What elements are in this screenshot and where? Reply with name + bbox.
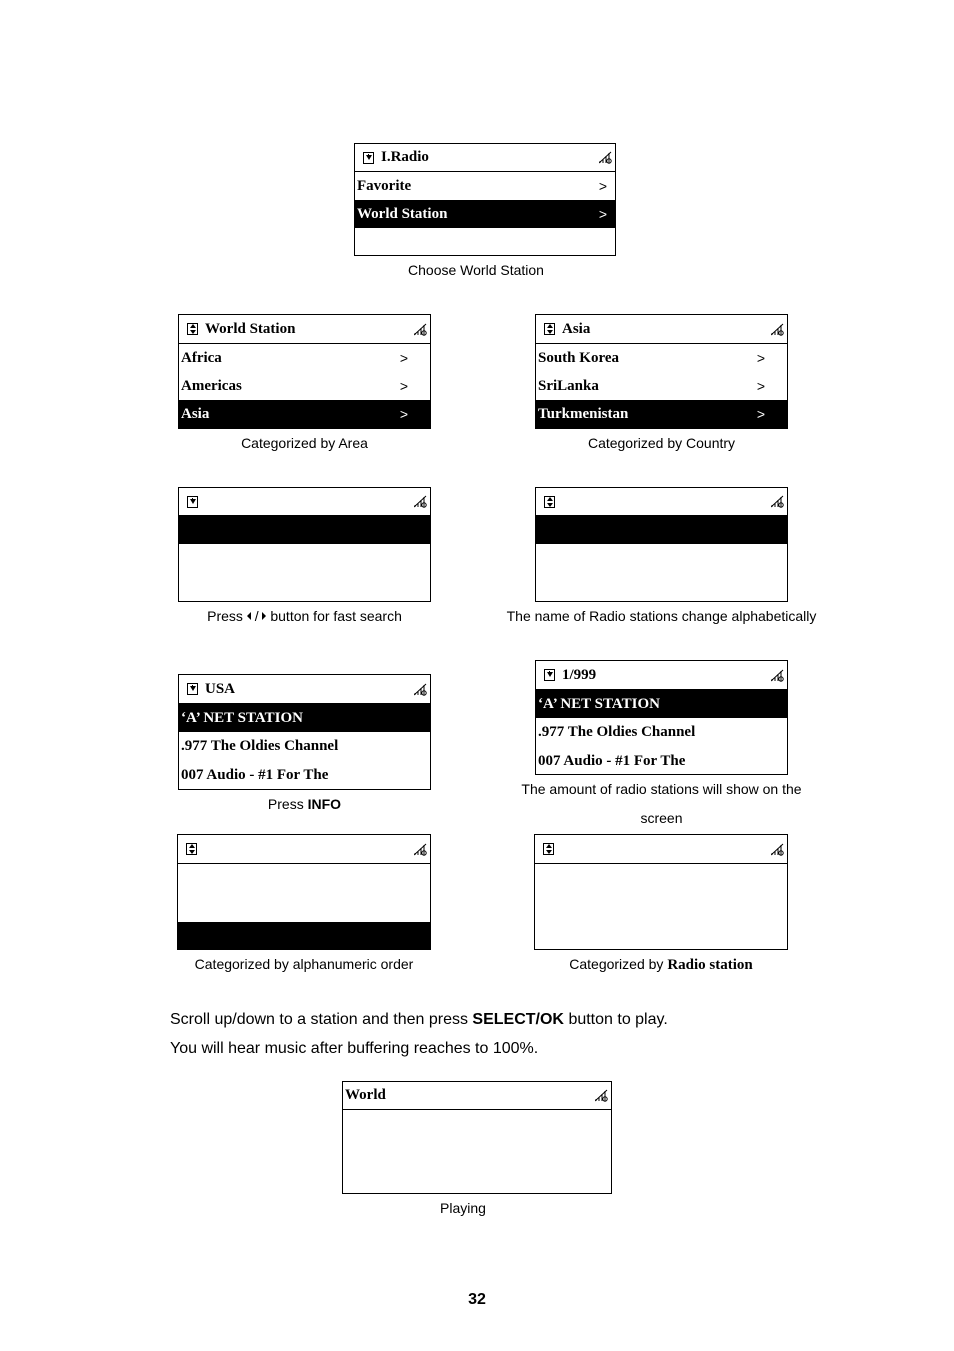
station-item[interactable]: .977 The Oldies Channel [181,738,339,754]
caption-fast-search: Press / button for fast search [207,608,402,624]
instruction-line-1: Scroll up/down to a station and then press SELECT/OK button to play. [170,1011,668,1028]
menu-item-asia[interactable]: Asia > [179,400,430,428]
caption-alphanumeric-order: Categorized by alphanumeric order [194,956,414,972]
station-item[interactable]: 007 Audio - #1 For The [538,752,686,769]
world-station-header [179,315,430,344]
signal-strength-icon [595,1089,608,1102]
signal-strength-icon [771,323,784,336]
signal-strength-icon [414,843,427,856]
page-number: 32 [468,1291,486,1308]
screen-title: Asia [562,320,591,337]
caption-press-info: Press INFO [267,796,342,812]
chevron-right-icon: > [598,178,607,194]
usa-screen [178,674,431,790]
up-down-arrow-box-icon [187,323,198,335]
radio-station-screen [534,834,788,950]
caption-choose-world-station: Choose World Station [408,262,544,278]
down-arrow-box-icon [544,669,555,681]
alphanumeric-screen [177,834,431,950]
iradio-header [355,144,615,172]
chevron-right-icon: > [399,378,408,394]
instruction-line-2: You will hear music after buffering reaches to 100%. [170,1040,539,1057]
radio-station-header [535,835,787,864]
station-counter: 1/999 [562,666,597,683]
highlighted-row[interactable] [178,922,430,949]
menu-item-turkmenistan[interactable]: Turkmenistan > [536,400,787,428]
alphanumeric-header [178,835,430,864]
caption-station-amount: The amount of radio stations will show on the [521,781,802,797]
world-station-screen [178,314,431,429]
chevron-right-icon: > [756,406,765,422]
station-item[interactable]: ‘A’ NET STATION [536,690,787,718]
menu-item-favorite[interactable]: Favorite > [357,177,607,194]
signal-strength-icon [771,495,784,508]
station-item[interactable]: 007 Audio - #1 For The [181,766,329,783]
down-arrow-box-icon [187,683,198,695]
alphabetical-header [536,488,787,516]
alphabetical-screen [535,487,788,602]
screen-title: World [345,1087,386,1103]
chevron-right-icon: > [399,350,408,366]
usa-header [179,675,430,704]
station-count-header [536,661,787,690]
menu-item-world-station[interactable]: World Station > [355,200,615,228]
menu-item-africa[interactable]: Africa > [181,349,408,366]
down-arrow-box-icon [363,152,374,164]
fast-search-header [179,488,430,516]
right-arrow-icon [262,612,266,620]
up-down-arrow-box-icon [544,496,555,508]
signal-strength-icon [771,669,784,682]
signal-strength-icon [414,495,427,508]
up-down-arrow-box-icon [543,843,554,855]
chevron-right-icon: > [756,378,765,394]
up-down-arrow-box-icon [186,843,197,855]
chevron-right-icon: > [756,350,765,366]
highlighted-row[interactable] [536,516,787,544]
station-count-screen [535,660,788,775]
left-arrow-icon [247,612,251,620]
playing-screen [342,1081,612,1194]
caption-playing: Playing [440,1200,486,1216]
signal-strength-icon [599,151,612,164]
menu-item-south-korea[interactable]: South Korea > [538,349,765,366]
chevron-right-icon: > [598,206,607,222]
screen-title: USA [205,680,236,697]
caption-categorized-by-radio-station: Categorized by Radio station [569,956,753,973]
down-arrow-box-icon [187,496,198,508]
asia-screen [535,314,788,429]
signal-strength-icon [414,683,427,696]
up-down-arrow-box-icon [544,323,555,335]
signal-strength-icon [414,323,427,336]
caption-alphabetical: The name of Radio stations change alphabetically [506,608,817,624]
menu-item-americas[interactable]: Americas > [181,377,408,394]
station-item[interactable]: ‘A’ NET STATION [179,704,430,732]
caption-station-amount-line2: screen [640,810,683,826]
caption-categorized-by-country: Categorized by Country [587,435,736,451]
screen-title: I.Radio [381,149,429,165]
playing-header [343,1082,611,1110]
fast-search-screen [178,487,431,602]
highlighted-row[interactable] [179,516,430,544]
iradio-screen [354,143,616,256]
asia-header [536,315,787,344]
signal-strength-icon [771,843,784,856]
chevron-right-icon: > [399,406,408,422]
menu-item-srilanka[interactable]: SriLanka > [538,377,765,394]
caption-categorized-by-area: Categorized by Area [241,435,368,451]
station-item[interactable]: .977 The Oldies Channel [538,724,696,740]
screen-title: World Station [205,320,296,337]
